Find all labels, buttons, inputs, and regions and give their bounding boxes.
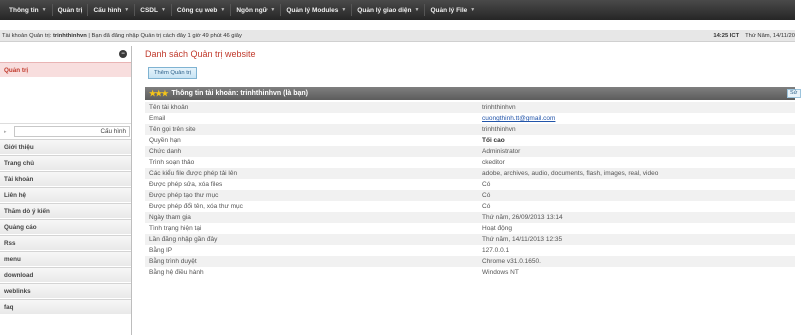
field-value: Chrome v31.0.1650. bbox=[482, 258, 541, 265]
field-value: Tối cao bbox=[482, 137, 505, 144]
nav-item[interactable] bbox=[88, 7, 134, 14]
info-bar bbox=[0, 30, 795, 42]
field-label: Tên gọi trên site bbox=[149, 126, 196, 133]
admin-stars-icon: ★ ★ ★ bbox=[149, 88, 169, 98]
sidebar-item[interactable]: download bbox=[0, 267, 131, 282]
sidebar-item[interactable]: Thăm dò ý kiến bbox=[0, 203, 131, 218]
sidebar-item[interactable]: faq bbox=[0, 299, 131, 314]
field-value: Thứ năm, 26/09/2013 13:14 bbox=[482, 214, 563, 221]
sidebar bbox=[0, 46, 132, 335]
account-username: trinhthinhvn bbox=[52, 32, 87, 39]
table-row bbox=[145, 212, 795, 223]
table-row bbox=[145, 168, 795, 179]
table-row bbox=[145, 113, 795, 124]
sidebar-item[interactable]: Tài khoản bbox=[0, 171, 131, 186]
clock-time: 14:25 ICT bbox=[713, 33, 740, 39]
field-label: Lần đăng nhập gần đây bbox=[149, 236, 218, 243]
chevron-down-icon: ▼ bbox=[414, 7, 420, 13]
table-row bbox=[145, 256, 795, 267]
table-header bbox=[145, 87, 798, 100]
clock bbox=[713, 30, 795, 42]
table-row bbox=[145, 135, 795, 146]
submenu-select[interactable]: Cấu hình bbox=[14, 126, 130, 137]
nav-item-label: Quản lý giao diện bbox=[357, 6, 412, 14]
chevron-down-icon: ▼ bbox=[341, 7, 347, 13]
field-label: Ngày tham gia bbox=[149, 214, 191, 221]
table-row bbox=[145, 179, 795, 190]
bullet-icon: ▸ bbox=[4, 129, 7, 135]
nav-item[interactable] bbox=[4, 7, 52, 14]
nav-item[interactable] bbox=[53, 7, 88, 14]
main-content bbox=[140, 46, 798, 335]
nav-item-label: Công cụ web bbox=[176, 6, 218, 14]
field-label: Các kiểu file được phép tải lên bbox=[149, 170, 238, 177]
chevron-down-icon: ▼ bbox=[160, 7, 166, 13]
field-value: Có bbox=[482, 181, 491, 188]
field-label: Được phép đổi tên, xóa thư mục bbox=[149, 203, 243, 210]
nav-item[interactable] bbox=[425, 7, 480, 14]
sidebar-item[interactable]: weblinks bbox=[0, 283, 131, 298]
nav-item-label: Thông tin bbox=[9, 6, 39, 14]
account-prefix: Tài khoản Quản trị: bbox=[2, 32, 52, 39]
field-label: Chức danh bbox=[149, 148, 182, 155]
field-value: 127.0.0.1 bbox=[482, 247, 510, 254]
nav-item[interactable] bbox=[352, 7, 424, 14]
nav-item[interactable] bbox=[231, 7, 280, 14]
field-value: trinhthinhvn bbox=[482, 104, 516, 111]
table-row bbox=[145, 102, 795, 113]
nav-item[interactable] bbox=[281, 7, 351, 14]
table-row bbox=[145, 201, 795, 212]
table-row bbox=[145, 124, 795, 135]
field-value: Có bbox=[482, 203, 491, 210]
nav-item[interactable] bbox=[172, 7, 230, 14]
field-label: Bằng hệ điều hành bbox=[149, 269, 204, 276]
collapse-icon[interactable]: − bbox=[119, 50, 127, 58]
field-value: Hoạt động bbox=[482, 225, 512, 232]
nav-item-label: Quản lý File bbox=[430, 6, 468, 14]
sidebar-submenu bbox=[0, 123, 131, 139]
field-value: adobe, archives, audio, documents, flash, images, real, video bbox=[482, 170, 659, 177]
field-label: Trình soạn thảo bbox=[149, 159, 195, 166]
field-label: Được phép sửa, xóa files bbox=[149, 181, 223, 188]
chevron-down-icon: ▼ bbox=[41, 7, 47, 13]
field-value: Thứ năm, 14/11/2013 12:35 bbox=[482, 236, 563, 243]
page-title: Danh sách Quản trị website bbox=[145, 49, 256, 59]
field-label: Bằng IP bbox=[149, 247, 173, 254]
table-header-title: Thông tin tài khoản: trinhthinhvn (là bạn) bbox=[171, 90, 308, 97]
add-admin-button[interactable]: Thêm Quản trị bbox=[148, 67, 197, 79]
field-value: Windows NT bbox=[482, 269, 519, 276]
field-label: Bằng trình duyệt bbox=[149, 258, 197, 265]
table-row bbox=[145, 234, 795, 245]
field-label: Được phép tạo thư mục bbox=[149, 192, 219, 199]
nav-item-label: Quản lý Modules bbox=[286, 6, 339, 14]
sidebar-item[interactable]: menu bbox=[0, 251, 131, 266]
edit-button[interactable]: Sử bbox=[787, 89, 801, 98]
field-label: Tình trạng hiện tại bbox=[149, 225, 202, 232]
nav-item[interactable] bbox=[135, 7, 171, 14]
email-link[interactable]: cuongthinh.tt@gmail.com bbox=[482, 115, 556, 122]
nav-item-label: CSDL bbox=[140, 6, 158, 14]
chevron-down-icon: ▼ bbox=[220, 7, 226, 13]
chevron-down-icon: ▼ bbox=[270, 7, 276, 13]
sidebar-item[interactable]: Giới thiệu bbox=[0, 139, 131, 154]
field-value: Administrator bbox=[482, 148, 521, 155]
sidebar-item[interactable]: Trang chủ bbox=[0, 155, 131, 170]
table-row bbox=[145, 245, 795, 256]
table-row bbox=[145, 157, 795, 168]
sidebar-item[interactable]: Liên hệ bbox=[0, 187, 131, 202]
sidebar-item[interactable]: Rss bbox=[0, 235, 131, 250]
top-nav bbox=[0, 0, 795, 20]
field-value: Có bbox=[482, 192, 491, 199]
field-label: Tên tài khoản bbox=[149, 104, 189, 111]
table-row bbox=[145, 223, 795, 234]
field-label: Email bbox=[149, 115, 166, 122]
chevron-down-icon: ▼ bbox=[470, 7, 476, 13]
nav-item-label: Quản trị bbox=[57, 6, 83, 14]
sidebar-item[interactable]: Quảng cáo bbox=[0, 219, 131, 234]
chevron-down-icon: ▼ bbox=[124, 7, 130, 13]
table-row bbox=[145, 267, 795, 278]
nav-item-label: Ngôn ngữ bbox=[236, 6, 268, 14]
field-value: trinhthinhvn bbox=[482, 126, 516, 133]
sidebar-item[interactable]: Quản trị bbox=[0, 62, 131, 77]
clock-date: Thứ Năm, 14/11/20 bbox=[745, 33, 795, 39]
table-row bbox=[145, 146, 795, 157]
table-row bbox=[145, 190, 795, 201]
login-duration: | Bạn đã đăng nhập Quản trị cách đây 1 giờ 49 phút 46 giây bbox=[88, 32, 242, 39]
field-label: Quyền hạn bbox=[149, 137, 181, 144]
nav-item-label: Cấu hình bbox=[93, 6, 122, 14]
field-value: ckeditor bbox=[482, 159, 505, 166]
